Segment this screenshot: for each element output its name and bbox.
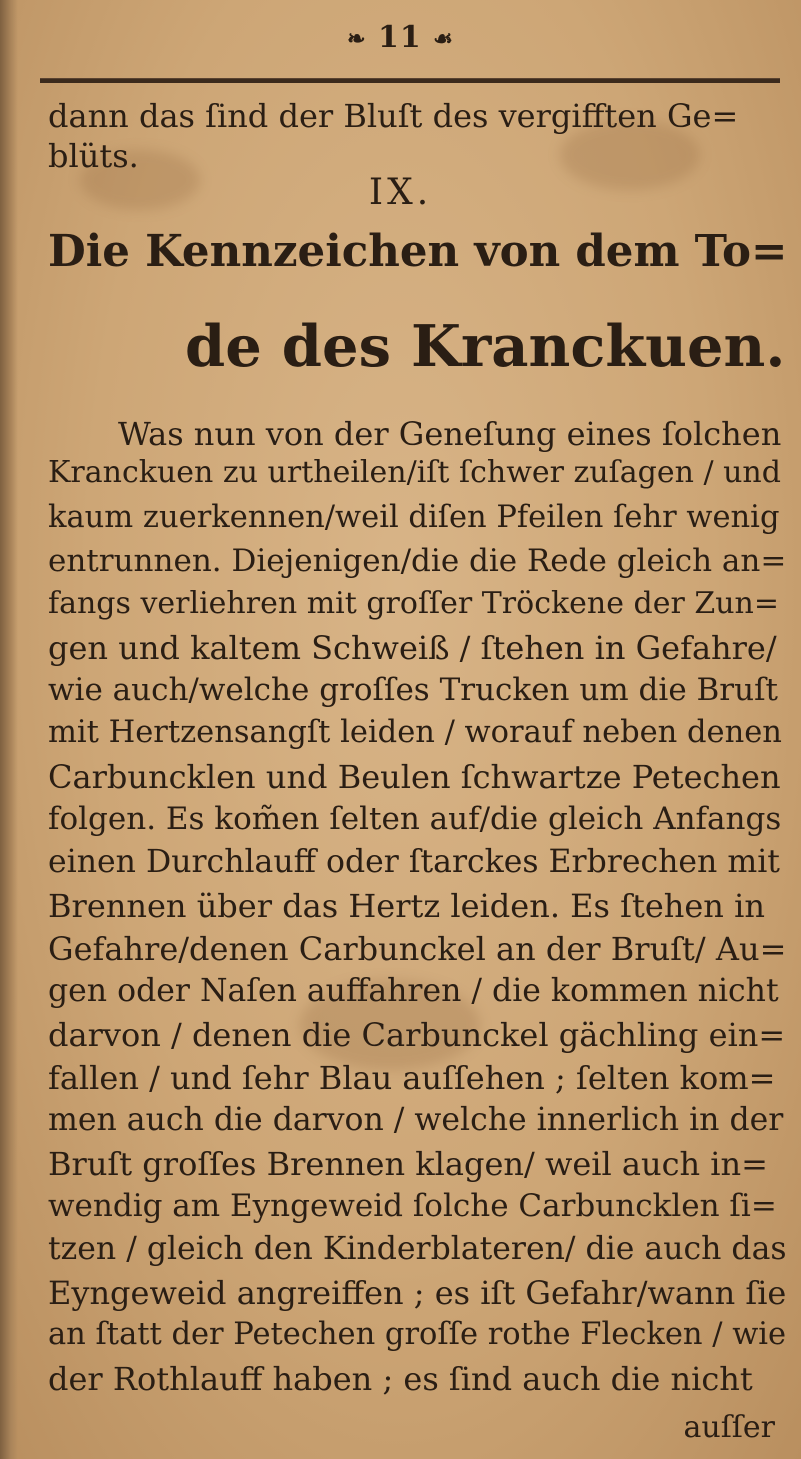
chapter-title-line-1: Die Kennzeichen von dem To= xyxy=(48,226,788,277)
page-binding-edge xyxy=(0,0,18,1459)
body-line: wie auch/welche groſſes Trucken um die Bruſt xyxy=(48,672,779,708)
header-rule xyxy=(40,78,780,83)
body-line: Was nun von der Geneſung eines ſolchen xyxy=(118,415,782,453)
ornament-left-icon: ❧ xyxy=(347,26,367,52)
body-line: wendig am Eyngeweid ſolche Carbuncklen ſi= xyxy=(48,1188,777,1224)
body-line: der Rothlauff haben ; es ſind auch die nicht xyxy=(48,1360,753,1398)
body-line: entrunnen. Diejenigen/die die Rede gleich an= xyxy=(48,543,787,579)
body-line: gen oder Naſen auffahren / die kommen nicht xyxy=(48,973,779,1009)
body-line: mit Hertzensangſt leiden / worauf neben denen xyxy=(48,715,782,750)
chapter-number: IX. xyxy=(368,172,433,213)
page-number: 11 xyxy=(377,20,422,55)
catchword: auſſer xyxy=(683,1410,775,1445)
body-line: gen und kaltem Schweiß / ſtehen in Gefahre/ xyxy=(48,629,777,667)
body-line: einen Durchlauff oder ſtarckes Erbrechen mit xyxy=(48,844,780,880)
text-line: blüts. xyxy=(48,137,139,175)
ornament-right-icon: ☙ xyxy=(433,26,454,52)
body-line: fangs verliehren mit groſſer Tröckene der Zun= xyxy=(48,586,780,621)
body-line: folgen. Es kom̃en ſelten auf/die gleich Anfangs xyxy=(48,801,782,837)
body-line: Eyngeweid angreiffen ; es iſt Gefahr/wann ſie xyxy=(48,1274,787,1312)
body-line: darvon / denen die Carbunckel gächling ein= xyxy=(48,1016,786,1054)
body-line: Gefahre/denen Carbunckel an der Bruſt/ Au= xyxy=(48,930,787,968)
body-line: Kranckuen zu urtheilen/iſt ſchwer zuſagen / und xyxy=(48,455,781,490)
body-line: Bruſt groſſes Brennen klagen/ weil auch in= xyxy=(48,1145,768,1183)
body-line: men auch die darvon / welche innerlich in der xyxy=(48,1102,784,1138)
running-header xyxy=(0,20,801,55)
text-line: dann das ſind der Bluſt des vergifften Ge= xyxy=(48,97,739,135)
body-line: Carbuncklen und Beulen ſchwartze Petechen xyxy=(48,758,781,796)
body-line: Brennen über das Hertz leiden. Es ſtehen in xyxy=(48,887,765,925)
body-line: tzen / gleich den Kinderblateren/ die auch das xyxy=(48,1231,787,1267)
body-line: fallen / und ſehr Blau auſſehen ; ſelten kom= xyxy=(48,1059,776,1097)
body-line: an ſtatt der Petechen groſſe rothe Flecken / wie xyxy=(48,1317,787,1352)
body-line: kaum zuerkennen/weil diſen Pfeilen ſehr wenig xyxy=(48,500,780,535)
chapter-title-line-2: de des Kranckuen. xyxy=(185,312,786,380)
